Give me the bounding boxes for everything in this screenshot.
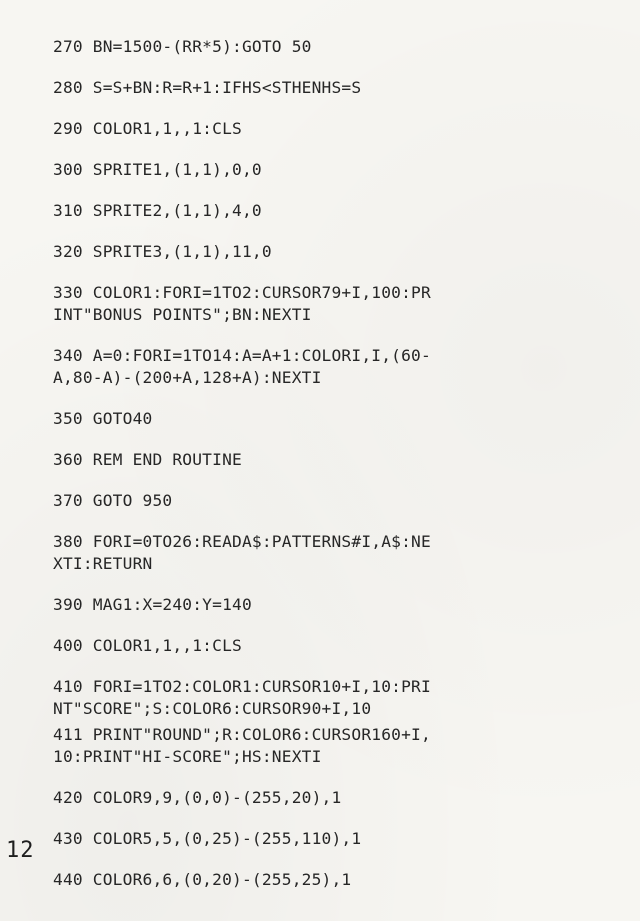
code-line-411: 411 PRINT"ROUND";R:COLOR6:CURSOR160+I,: [53, 725, 431, 744]
code-line-320: 320 SPRITE3,(1,1),11,0: [53, 242, 272, 261]
code-line-430: 430 COLOR5,5,(0,25)-(255,110),1: [53, 829, 362, 848]
code-line-310: 310 SPRITE2,(1,1),4,0: [53, 201, 262, 220]
code-line-360: 360 REM END ROUTINE: [53, 450, 242, 469]
code-line-300: 300 SPRITE1,(1,1),0,0: [53, 160, 262, 179]
code-line-400: 400 COLOR1,1,,1:CLS: [53, 636, 242, 655]
code-line-270: 270 BN=1500-(RR*5):GOTO 50: [53, 37, 312, 56]
code-line-380: 380 FORI=0TO26:READA$:PATTERNS#I,A$:NE: [53, 532, 431, 551]
code-line-440: 440 COLOR6,6,(0,20)-(255,25),1: [53, 870, 352, 889]
code-line-410: 410 FORI=1TO2:COLOR1:CURSOR10+I,10:PRI: [53, 677, 431, 696]
page-number: 12: [6, 838, 35, 863]
code-line-380-cont: XTI:RETURN: [53, 554, 153, 573]
code-line-350: 350 GOTO40: [53, 409, 153, 428]
code-line-420: 420 COLOR9,9,(0,0)-(255,20),1: [53, 788, 342, 807]
code-line-370: 370 GOTO 950: [53, 491, 173, 510]
code-line-330-cont: INT"BONUS POINTS";BN:NEXTI: [53, 305, 312, 324]
code-line-340: 340 A=0:FORI=1TO14:A=A+1:COLORI,I,(60-: [53, 346, 431, 365]
code-line-280: 280 S=S+BN:R=R+1:IFHS<STHENHS=S: [53, 78, 362, 97]
code-line-390: 390 MAG1:X=240:Y=140: [53, 595, 252, 614]
code-line-330: 330 COLOR1:FORI=1TO2:CURSOR79+I,100:PR: [53, 283, 431, 302]
code-line-290: 290 COLOR1,1,,1:CLS: [53, 119, 242, 138]
code-line-411-cont: 10:PRINT"HI-SCORE";HS:NEXTI: [53, 747, 322, 766]
code-line-410-cont: NT"SCORE";S:COLOR6:CURSOR90+I,10: [53, 699, 372, 718]
code-line-340-cont: A,80-A)-(200+A,128+A):NEXTI: [53, 368, 322, 387]
